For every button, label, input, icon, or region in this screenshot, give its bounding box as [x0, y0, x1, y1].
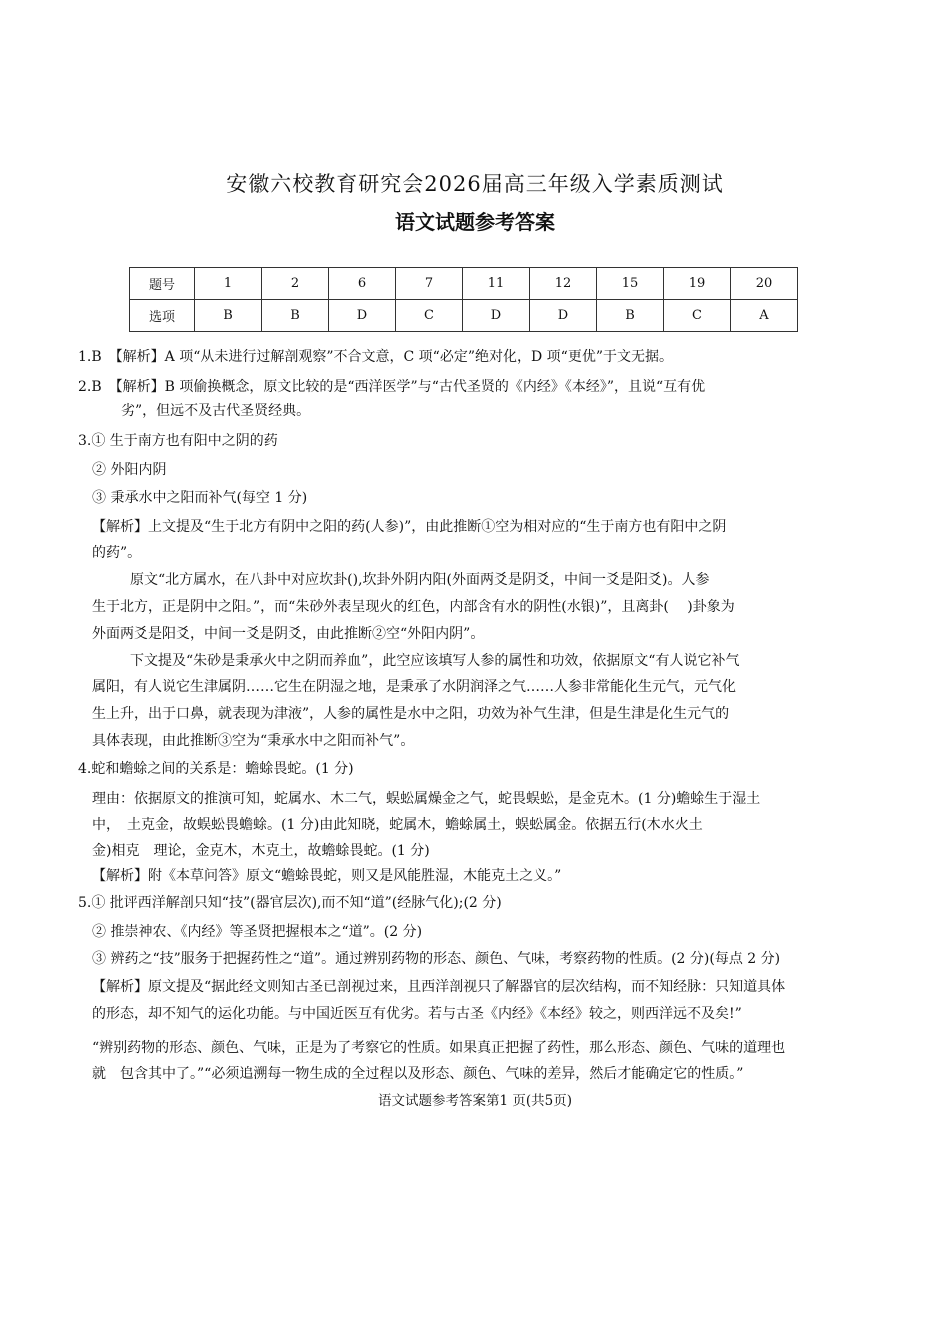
answer-option: C	[664, 300, 731, 332]
answer-3-paragraph-3-cont: 属阳，有人说它生津属阴……它生在阴湿之地，是秉承了水阴润泽之气……人参非常能化生元气，元气化	[92, 679, 736, 695]
answer-3-blank-1: 3.① 生于南方也有阳中之阴的药	[78, 433, 278, 449]
answer-option: D	[329, 300, 396, 332]
question-number: 20	[731, 268, 798, 300]
answer-5-point-2: ② 推崇神农、《内经》等圣贤把握根本之“道”。(2 分)	[92, 924, 423, 940]
answer-3-paragraph-2: 原文“北方属水，在八卦中对应坎卦(),坎卦外阴内阳(外面两爻是阴爻，中间一爻是阳爻)。人参	[130, 572, 710, 588]
answer-table-option-row	[130, 300, 798, 332]
answer-3-analysis: 【解析】上文提及“生于北方有阴中之阳的药(人参)”，由此推断①空为相对应的“生于南方也有阳中之阴	[92, 519, 727, 535]
answer-4-relation: 4.蛇和蟾蜍之间的关系是：蟾蜍畏蛇。(1 分)	[78, 761, 354, 777]
answer-3-analysis-cont: 的药”。	[92, 545, 142, 561]
option-row-label: 选项	[130, 300, 195, 332]
answer-5-analysis-cont: 的形态，却不知气的运化功能。与中国近医互有优劣。若与古圣《内经》《本经》较之，则西洋远不及矣!”	[92, 1006, 742, 1022]
question-number: 11	[463, 268, 530, 300]
answer-option: C	[396, 300, 463, 332]
question-number: 12	[530, 268, 597, 300]
question-number: 2	[262, 268, 329, 300]
question-row-label: 题号	[130, 268, 195, 300]
page-footer: 语文试题参考答案第1 页(共5页)	[377, 1093, 572, 1109]
question-number: 6	[329, 268, 396, 300]
answer-5-point-1: 5.① 批评西洋解剖只知“技”(器官层次),而不知“道”(经脉气化);(2 分)	[78, 895, 502, 911]
answer-5-quote: “辨别药物的形态、颜色、气味，正是为了考察它的性质。如果真正把握了药性，那么形态、颜色、气味的道理也	[92, 1040, 786, 1056]
answer-4-analysis: 【解析】附《本草问答》原文“蟾蜍畏蛇，则又是风能胜湿，木能克土之义。”	[92, 868, 562, 884]
answer-option: D	[463, 300, 530, 332]
answer-option: B	[195, 300, 262, 332]
answer-option: A	[731, 300, 798, 332]
answer-5-point-3: ③ 辨药之“技”服务于把握药性之“道”。通过辨别药物的形态、颜色、气味，考察药物的性质。(2 分)(每点 2 分)	[92, 951, 781, 967]
answer-3-blank-2: ② 外阳内阴	[92, 462, 167, 478]
answer-3-paragraph-3-cont: 生上升，出于口鼻，就表现为津液”，人参的属性是水中之阳，功效为补气生津，但是生津是化生元气的	[92, 706, 730, 722]
answer-3-paragraph-2-cont: 生于北方，正是阴中之阳。”，而“朱砂外表呈现火的红色，内部含有水的阴性(水银)”，且离卦( )卦象为	[92, 599, 735, 615]
answer-3-paragraph-3: 下文提及“朱砂是秉承火中之阴而养血”，此空应该填写人参的属性和功效，依据原文“有人说它补气	[130, 653, 740, 669]
answer-2-analysis: 2.B 【解析】B 项偷换概念，原文比较的是“西洋医学”与“古代圣贤的《内经》《本经》”，且说“互有优	[78, 379, 706, 395]
question-number: 1	[195, 268, 262, 300]
answer-5-analysis: 【解析】原文提及“据此经文则知古圣已剖视过来，且西洋剖视只了解器官的层次结构，而不知经脉：只知道具体	[92, 979, 786, 995]
question-number: 15	[597, 268, 664, 300]
answer-3-blank-3: ③ 秉承水中之阳而补气(每空 1 分)	[92, 490, 308, 506]
answer-3-paragraph-2-end: 外面两爻是阳爻，中间一爻是阴爻，由此推断②空“外阳内阴”。	[92, 626, 485, 642]
answer-option: B	[597, 300, 664, 332]
answer-1-analysis: 1.B 【解析】A 项“从未进行过解剖观察”不合文意，C 项“必定”绝对化，D 项“更优”于文无据。	[78, 349, 673, 365]
document-title: 安徽六校教育研究会2026届高三年级入学素质测试	[226, 172, 724, 196]
question-number: 19	[664, 268, 731, 300]
answer-option: D	[530, 300, 597, 332]
answer-4-reason: 理由：依据原文的推演可知，蛇属水、木二气，蜈蚣属燥金之气，蛇畏蜈蚣，是金克木。(1 分)蟾蜍生于湿土	[92, 791, 761, 807]
question-number: 7	[396, 268, 463, 300]
answer-table	[129, 267, 798, 332]
answer-4-reason-cont: 中， 土克金，故蜈蚣畏蟾蜍。(1 分)由此知晓，蛇属木，蟾蜍属土，蜈蚣属金。依据五行(木水火土	[92, 817, 703, 833]
answer-table-question-row	[130, 268, 798, 300]
document-subtitle: 语文试题参考答案	[395, 210, 555, 234]
answer-4-reason-end: 金)相克 理论，金克木，木克土，故蟾蜍畏蛇。(1 分)	[92, 843, 430, 859]
answer-option: B	[262, 300, 329, 332]
answer-2-analysis-cont: 劣”，但远不及古代圣贤经典。	[121, 403, 311, 419]
answer-5-quote-cont: 就 包含其中了。”“必须追溯每一物生成的全过程以及形态、颜色、气味的差异，然后才能确定它的性质。”	[92, 1066, 744, 1082]
answer-3-paragraph-3-end: 具体表现，由此推断③空为“秉承水中之阳而补气”。	[92, 733, 415, 749]
